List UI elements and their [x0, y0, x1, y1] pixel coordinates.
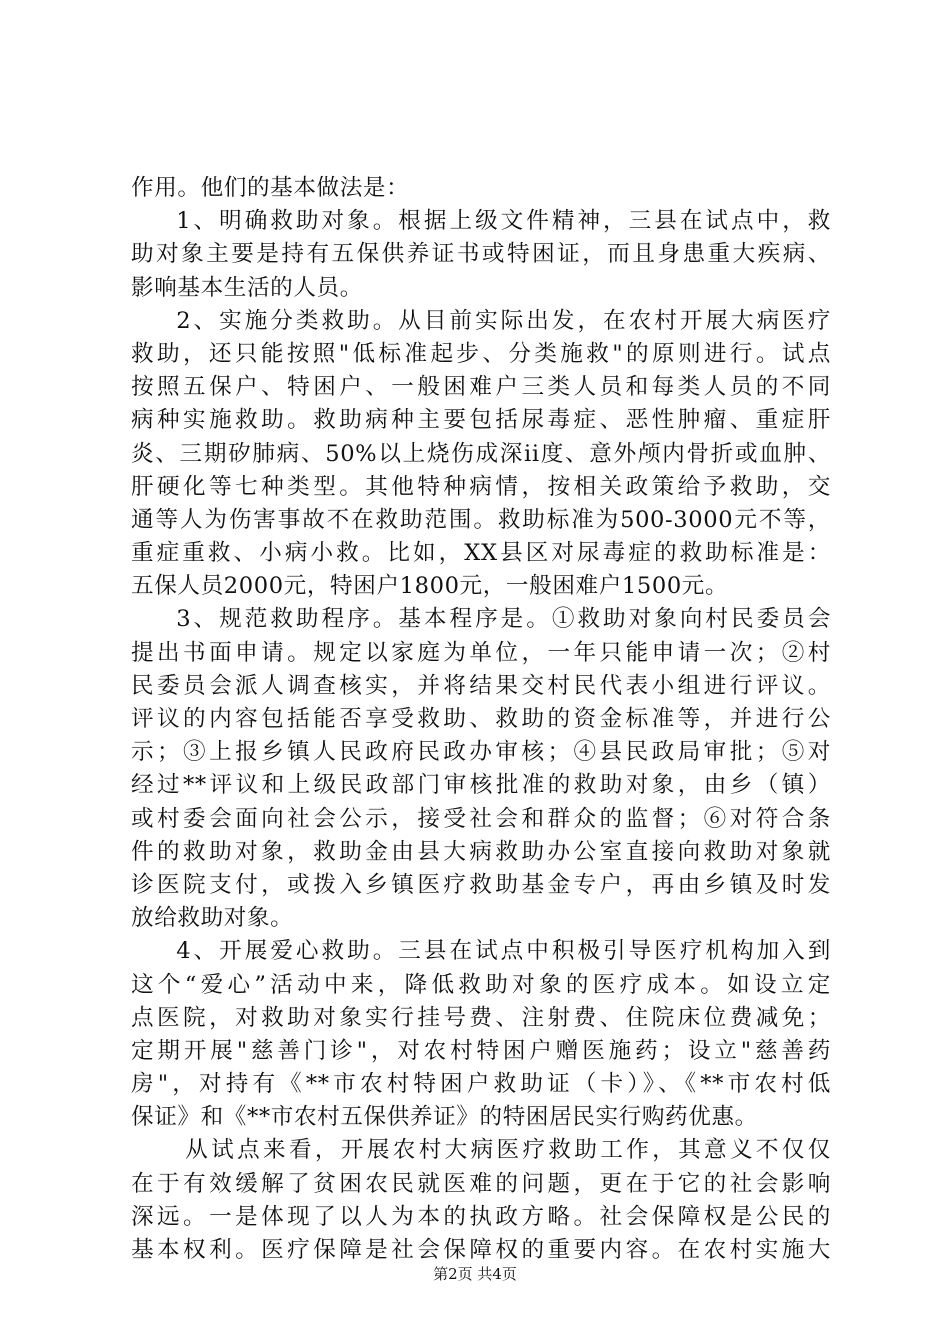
text-line: 助对象主要是持有五保供养证书或特困证，而且身患重大疾病、 [131, 241, 831, 268]
text-line: 房"，对持有《**市农村特困户救助证（卡）》、《**市农村低 [131, 1071, 831, 1098]
text-line: 或村委会面向社会公示，接受社会和群众的监督；⑥对符合条 [131, 805, 831, 832]
text-line: 示；③上报乡镇人民政府民政办审核；④县民政局审批；⑤对 [131, 739, 831, 766]
text-line: 这个“爱心”活动中来，降低救助对象的医疗成本。如设立定 [131, 971, 831, 998]
text-line: 4、开展爱心救助。三县在试点中积极引导医疗机构加入到 [176, 938, 831, 965]
text-line: 2、实施分类救助。从目前实际出发，在农村开展大病医疗 [176, 307, 831, 334]
text-line: 保证》和《**市农村五保供养证》的特困居民实行购药优惠。 [131, 1104, 758, 1131]
text-line: 影响基本生活的人员。 [131, 274, 363, 301]
text-line: 通等人为伤害事故不在救助范围。救助标准为500-3000元不等， [131, 506, 831, 533]
text-line: 肝硬化等七种类型。其他特种病情，按相关政策给予救助，交 [131, 473, 831, 500]
text-line: 放给救助对象。 [131, 905, 294, 932]
text-line: 定期开展"慈善门诊"，对农村特困户赠医施药；设立"慈善药 [131, 1037, 831, 1064]
document-body [131, 172, 831, 1267]
text-line: 提出书面申请。规定以家庭为单位，一年只能申请一次；②村 [131, 639, 831, 666]
text-line: 五保人员2000元，特困户1800元，一般困难户1500元。 [131, 573, 729, 600]
text-line: 重症重救、小病小救。比如，XX县区对尿毒症的救助标准是： [131, 540, 831, 567]
text-line: 在于有效缓解了贫困农民就医难的问题，更在于它的社会影响 [131, 1170, 831, 1197]
text-line: 1、明确救助对象。根据上级文件精神，三县在试点中，救 [176, 208, 831, 235]
text-line: 诊医院支付，或拨入乡镇医疗救助基金专户，再由乡镇及时发 [131, 871, 831, 898]
text-line: 基本权利。医疗保障是社会保障权的重要内容。在农村实施大 [131, 1237, 831, 1263]
text-line: 病种实施救助。救助病种主要包括尿毒症、恶性肿瘤、重症肝 [131, 407, 831, 434]
page-footer: 第2页 共4页 [433, 1265, 517, 1283]
text-line: 从试点来看，开展农村大病医疗救助工作，其意义不仅仅 [185, 1137, 831, 1164]
text-line: 经过**评议和上级民政部门审核批准的救助对象，由乡（镇） [131, 772, 831, 799]
text-line: 评议的内容包括能否享受救助、救助的资金标准等，并进行公 [131, 706, 831, 732]
text-line: 深远。一是体现了以人为本的执政方略。社会保障权是公民的 [131, 1203, 831, 1230]
text-line: 救助，还只能按照"低标准起步、分类施救"的原则进行。试点 [131, 340, 831, 367]
text-line: 作用。他们的基本做法是： [131, 175, 410, 201]
text-line: 3、规范救助程序。基本程序是。①救助对象向村民委员会 [176, 606, 831, 633]
text-line: 民委员会派人调查核实，并将结果交村民代表小组进行评议。 [131, 672, 831, 699]
text-line: 按照五保户、特困户、一般困难户三类人员和每类人员的不同 [131, 374, 831, 401]
text-line: 件的救助对象，救助金由县大病救助办公室直接向救助对象就 [131, 838, 831, 865]
text-line: 点医院，对救助对象实行挂号费、注射费、住院床位费减免； [131, 1004, 831, 1031]
text-line: 炎、三期矽肺病、50%以上烧伤成深ii度、意外颅内骨折或血肿、 [131, 440, 831, 467]
